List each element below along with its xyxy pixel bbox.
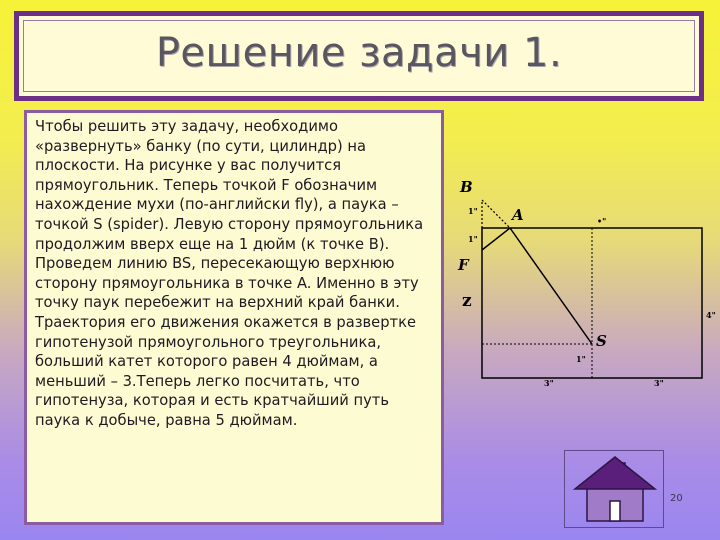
solution-text: Чтобы решить эту задачу, необходимо «развернуть» банку (по сути, цилиндр) на плоскости. На рисунке у вас получится прямоугольник. Теперь точкой F обозначим нахождение мухи (по-английски fly), а паука – точкой S (spider). Левую сторону прямоугольника продолжим вверх еще на 1 дюйм (к точке B). Проведем линию BS, пересекающую верхнюю сторону прямоугольника в точке A. Именно в эту точку паук перебежит на верхний край банки. Траектория его движения окажется в развертке гипотенузой прямоугольного треугольника, больший катет которого равен 4 дюймам, а меньший – 3.Теперь легко посчитать, что гипотенуза, которая и есть кратчайший путь паука к добыче, равна 5 дюймам. bbox=[35, 118, 424, 429]
line-a-s bbox=[510, 228, 592, 344]
label-1-mid: 1" bbox=[468, 234, 478, 244]
home-button[interactable] bbox=[564, 450, 664, 528]
house-icon bbox=[565, 451, 665, 529]
line-b-a bbox=[482, 200, 510, 228]
label-s: S bbox=[596, 332, 607, 350]
label-f: F bbox=[458, 256, 469, 274]
label-dot-right: •" bbox=[597, 216, 607, 226]
label-3-right: 3" bbox=[654, 378, 664, 388]
label-4: 4" bbox=[706, 310, 716, 320]
label-b: B bbox=[460, 178, 473, 196]
label-3-left: 3" bbox=[544, 378, 554, 388]
rectangle bbox=[482, 228, 702, 378]
label-z: z bbox=[462, 291, 472, 311]
text-panel bbox=[24, 110, 444, 525]
label-1-upper: 1" bbox=[468, 206, 478, 216]
slide-number: 20 bbox=[670, 493, 683, 504]
slide-title: Решение задачи 1. bbox=[155, 30, 563, 76]
label-1-lower: 1" bbox=[576, 354, 586, 364]
title-bar bbox=[14, 11, 704, 101]
line-f-a bbox=[482, 228, 510, 250]
diagram-svg bbox=[452, 172, 720, 390]
label-a: A bbox=[512, 206, 524, 224]
unrolled-can-diagram bbox=[452, 172, 720, 390]
